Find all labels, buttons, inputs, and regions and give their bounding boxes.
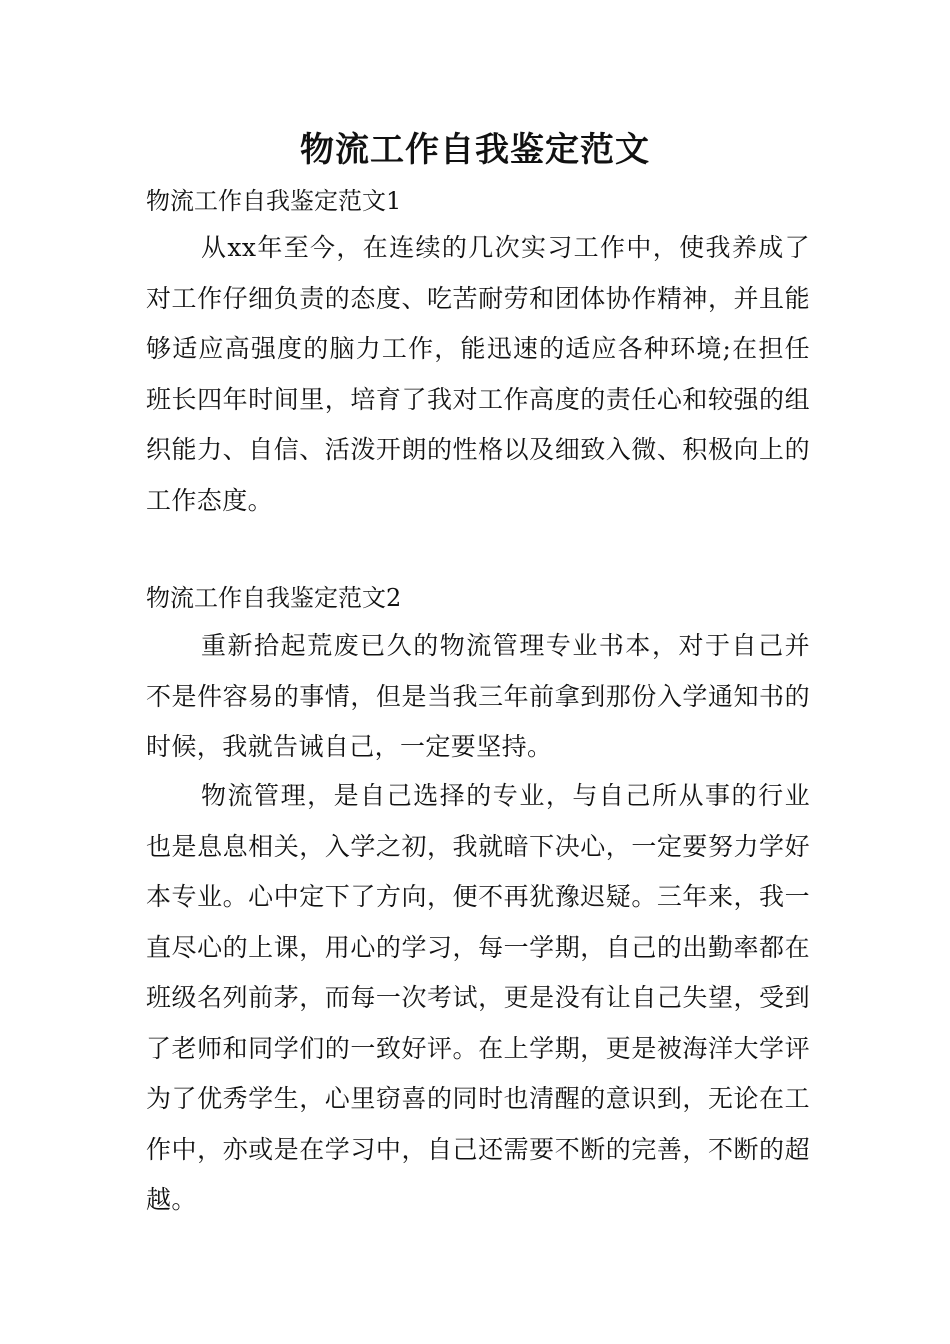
section-2-paragraph-1: 重新拾起荒废已久的物流管理专业书本，对于自己并不是件容易的事情，但是当我三年前拿到那份入学通知书的时候，我就告诫自己，一定要坚持。: [146, 631, 810, 761]
section-heading-1: 物流工作自我鉴定范文1: [146, 187, 402, 215]
section-1-paragraph-1: 从xx年至今，在连续的几次实习工作中，使我养成了对工作仔细负责的态度、吃苦耐劳和团体协作精神，并且能够适应高强度的脑力工作，能迅速的适应各种环境;在担任班长四年时间里，培育了我对工作高度的责任心和较强的组织能力、自信、活泼开朗的性格以及细致入微、积极向上的工作态度。: [146, 233, 810, 515]
document-title: 物流工作自我鉴定范文: [300, 130, 650, 170]
section-2-paragraph-2: 物流管理，是自己选择的专业，与自己所从事的行业也是息息相关，入学之初，我就暗下决心，一定要努力学好本专业。心中定下了方向，便不再犹豫迟疑。三年来，我一直尽心的上课，用心的学习，每一学期，自己的出勤率都在班级名列前茅，而每一次考试，更是没有让自己失望，受到了老师和同学们的一致好评。在上学期，更是被海洋大学评为了优秀学生，心里窃喜的同时也清醒的意识到，无论在工作中，亦或是在学习中，自己还需要不断的完善，不断的超越。: [146, 781, 810, 1214]
section-heading-2: 物流工作自我鉴定范文2: [146, 584, 402, 612]
